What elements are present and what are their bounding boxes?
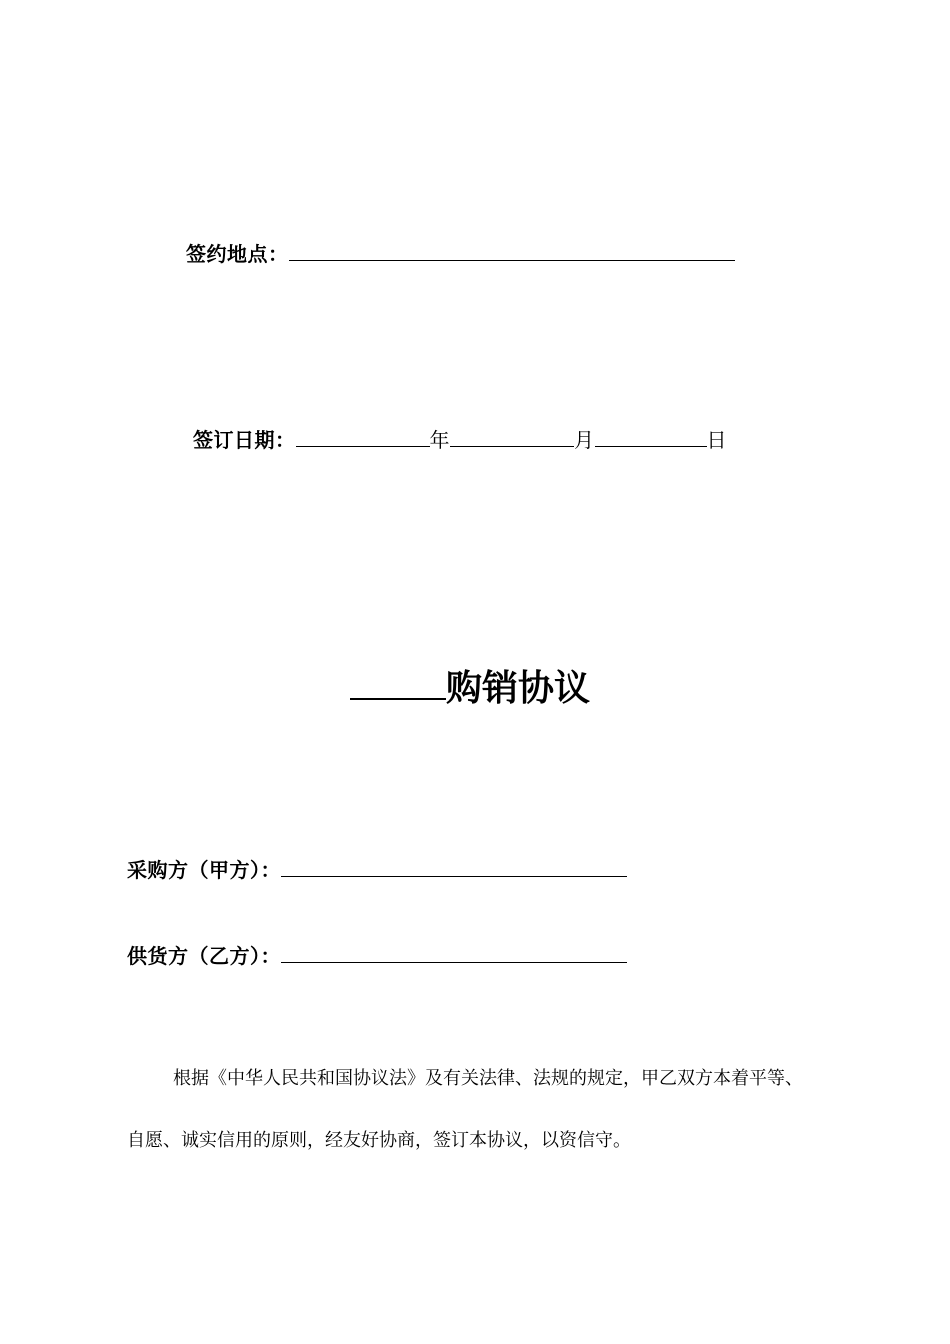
sign-place-blank[interactable]: [289, 240, 735, 261]
sign-date-month-blank[interactable]: [450, 426, 574, 447]
buyer-label: 采购方（甲方）：: [127, 858, 281, 882]
title-text: 购销协议: [446, 668, 591, 709]
supplier-blank[interactable]: [281, 942, 627, 963]
intro-line-1: 根据《中华人民共和国协议法》及有关法律、法规的规定，甲乙双方本着平等、: [173, 1068, 803, 1089]
supplier-row: [127, 940, 627, 969]
sign-date-year-blank[interactable]: [296, 426, 430, 447]
buyer-row: [127, 854, 627, 883]
sign-place-row: [186, 238, 735, 267]
buyer-blank[interactable]: [281, 856, 627, 877]
sign-date-day-blank[interactable]: [595, 426, 707, 447]
sign-date-day-label: 日: [706, 428, 727, 452]
intro-line-2: 自愿、诚实信用的原则，经友好协商，签订本协议，以资信守。: [127, 1130, 631, 1151]
sign-place-label: 签约地点：: [186, 242, 289, 266]
document-title: [350, 660, 590, 711]
supplier-label: 供货方（乙方）：: [127, 944, 281, 968]
sign-date-label: 签订日期：: [193, 428, 296, 452]
sign-date-month-label: 月: [574, 428, 595, 452]
sign-date-year-label: 年: [429, 428, 450, 452]
sign-date-row: [193, 424, 727, 453]
title-blank[interactable]: [350, 668, 446, 700]
